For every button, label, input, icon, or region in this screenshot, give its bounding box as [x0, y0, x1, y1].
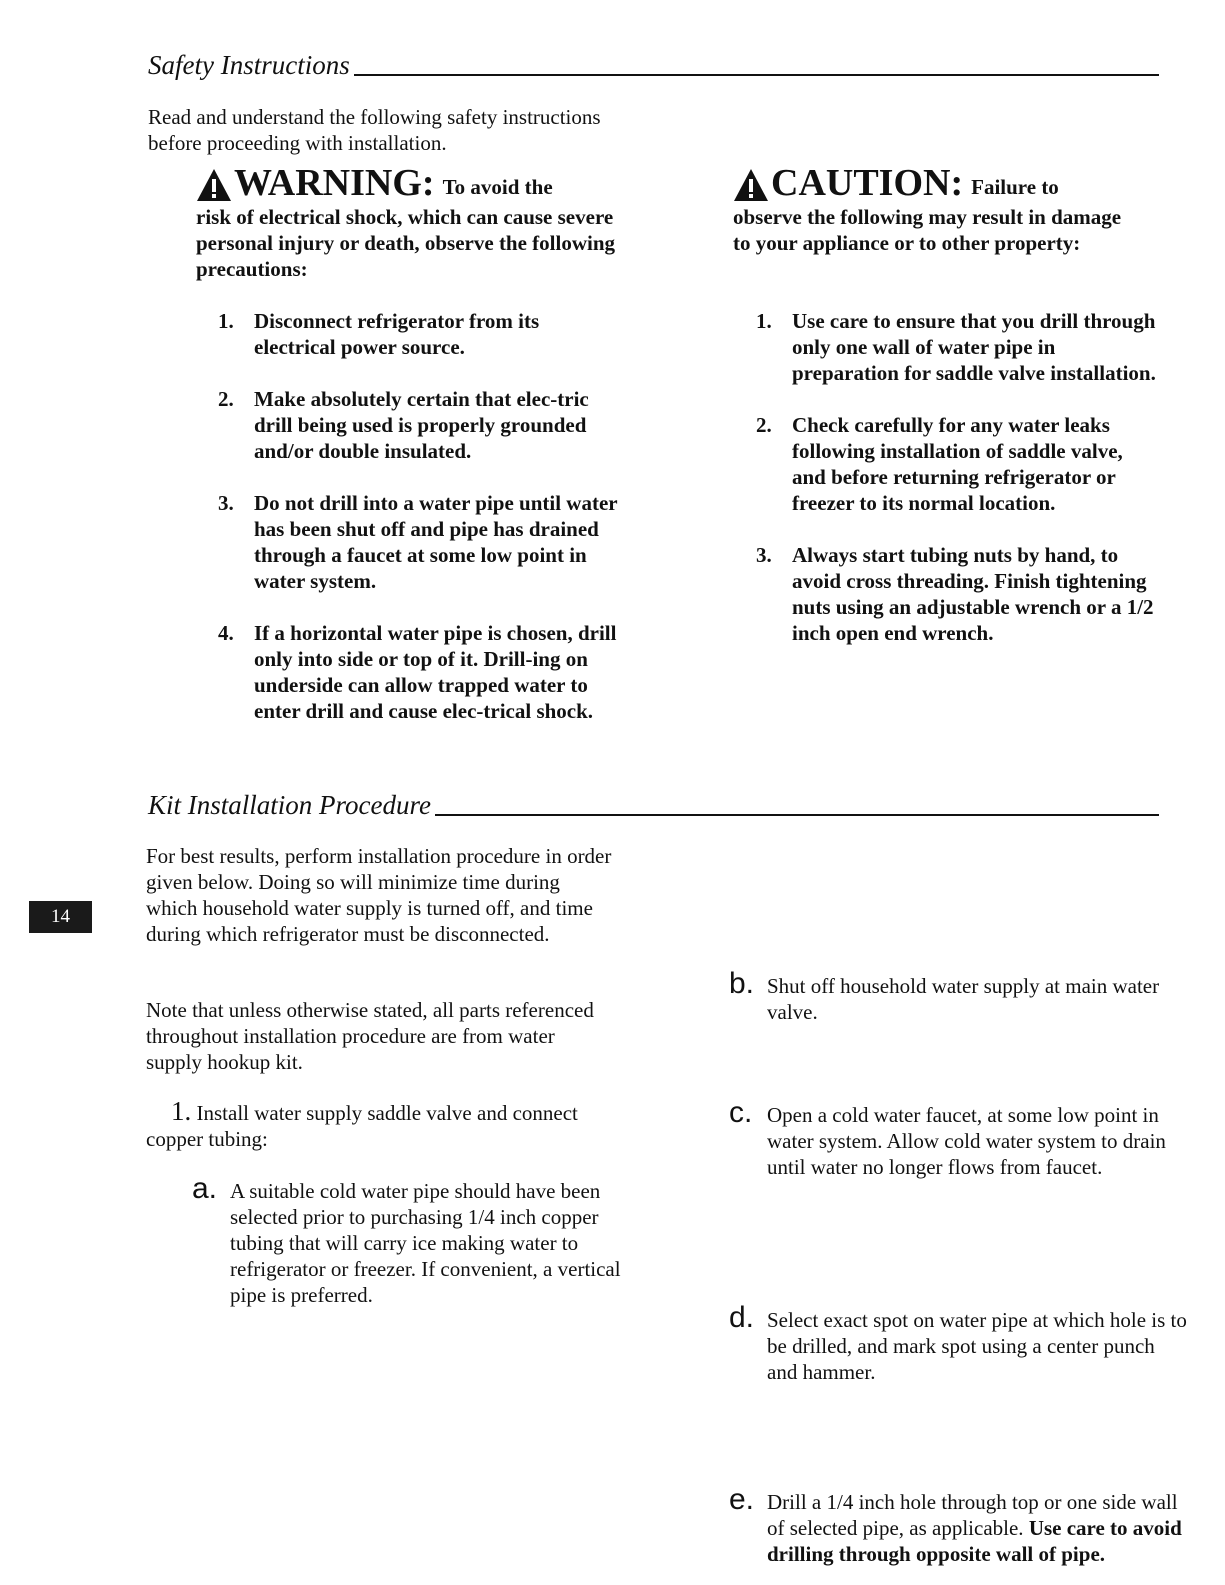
- warning-block: [196, 164, 626, 282]
- item-number: 4.: [218, 621, 234, 645]
- sub-step-letter: d.: [729, 1301, 755, 1334]
- sub-step-text: Drill a 1/4 inch hole through top or one side wall of selected pipe, as applicable.: [767, 1490, 1178, 1540]
- sub-step-text: A suitable cold water pipe should have been selected prior to purchasing 1/4 inch copper tubing that will carry ice making water to refrigerator or freezer. If convenient, a vertical pipe is preferred.: [230, 1179, 621, 1307]
- item-text: Check carefully for any water leaks following installation of saddle valve, and before returning refrigerator or freezer to its normal location.: [792, 413, 1123, 515]
- sub-step-e: [729, 1483, 1187, 1567]
- kit-para-1: For best results, perform installation procedure in order given below. Doing so will minimize time during which household water supply is turned off, and time during which refrigerator must be disconnected.: [146, 844, 612, 946]
- caution-body: observe the following may result in damage to your appliance or to other property:: [733, 205, 1122, 255]
- heading-rule: [354, 74, 1159, 76]
- caution-item: [756, 308, 1156, 386]
- warning-body: risk of electrical shock, which can cause severe personal injury or death, observe the following precautions:: [196, 205, 616, 281]
- safety-title: Safety Instructions: [148, 50, 350, 80]
- item-text: Disconnect refrigerator from its electrical power source.: [254, 309, 540, 359]
- item-text: Always start tubing nuts by hand, to avoid cross threading. Finish tightening nuts using an adjustable wrench or a 1/2 inch open end wrench.: [792, 543, 1154, 645]
- safety-heading: [148, 52, 1159, 79]
- item-text: Make absolutely certain that elec-tric drill being used is properly grounded and/or double insulated.: [254, 387, 589, 463]
- warning-word: [234, 164, 435, 202]
- sub-step-b: [729, 967, 1167, 1025]
- kit-title: Kit Installation Procedure: [148, 790, 431, 820]
- caution-list: [756, 308, 1156, 646]
- warning-item: [218, 386, 618, 464]
- warning-triangle-icon: [196, 168, 232, 202]
- sub-step-text: Shut off household water supply at main water valve.: [767, 974, 1160, 1024]
- item-number: 3.: [218, 491, 234, 515]
- warning-word-text: WARNING: [234, 162, 422, 204]
- caution-triangle-icon: [733, 168, 769, 202]
- step-text: Install water supply saddle valve and connect copper tubing:: [146, 1101, 578, 1151]
- sub-step-letter: b.: [729, 967, 755, 1000]
- caution-word: [771, 164, 963, 202]
- item-number: 1.: [218, 309, 234, 333]
- item-number: 1.: [756, 309, 772, 333]
- step-number: 1.: [171, 1096, 192, 1126]
- sub-step-letter: c.: [729, 1096, 753, 1129]
- caution-word-text: CAUTION: [771, 162, 951, 204]
- warning-lead: To avoid the: [442, 175, 553, 199]
- sub-step-text: Select exact spot on water pipe at which hole is to be drilled, and mark spot using a center punch and hammer.: [767, 1308, 1187, 1384]
- caution-item: [756, 542, 1156, 646]
- item-number: 3.: [756, 543, 772, 567]
- sub-step-letter: a.: [192, 1172, 218, 1205]
- sub-step-warning-text: Use care to avoid drilling through opposite wall of pipe.: [767, 1516, 1182, 1566]
- item-text: Do not drill into a water pipe until water has been shut off and pipe has drained through a faucet at some low point in water system.: [254, 491, 618, 593]
- caution-header: [733, 164, 1133, 202]
- warning-item: [218, 490, 618, 594]
- sub-step-a: [192, 1172, 640, 1308]
- sub-step-c: [729, 1096, 1187, 1180]
- warning-item: [218, 620, 618, 724]
- sub-step-letter: e.: [729, 1483, 755, 1516]
- warning-item: [218, 308, 618, 360]
- item-number: 2.: [218, 387, 234, 411]
- caution-colon: :: [950, 162, 964, 204]
- page-number-tab: 14: [29, 901, 92, 933]
- warning-header: [196, 164, 626, 202]
- step-1: [146, 1098, 586, 1152]
- caution-item: [756, 412, 1156, 516]
- safety-intro: Read and understand the following safety instructions before proceeding with installation.: [148, 105, 601, 155]
- kit-para-2: Note that unless otherwise stated, all parts referenced throughout installation procedure are from water supply hookup kit.: [146, 998, 594, 1074]
- sub-step-text: Open a cold water faucet, at some low point in water system. Allow cold water system to drain until water no longer flows from faucet.: [767, 1103, 1166, 1179]
- warning-colon: :: [421, 162, 435, 204]
- item-number: 2.: [756, 413, 772, 437]
- heading-rule: [435, 814, 1159, 816]
- kit-heading: [148, 792, 1159, 819]
- caution-lead: Failure to: [971, 175, 1059, 199]
- warning-list: [218, 308, 618, 724]
- item-text: Use care to ensure that you drill through only one wall of water pipe in preparation for saddle valve installation.: [792, 309, 1156, 385]
- sub-step-d: [729, 1301, 1187, 1385]
- caution-block: [733, 164, 1133, 256]
- item-text: If a horizontal water pipe is chosen, drill only into side or top of it. Drill-ing on underside can allow trapped water to enter drill and cause elec-trical shock.: [254, 621, 617, 723]
